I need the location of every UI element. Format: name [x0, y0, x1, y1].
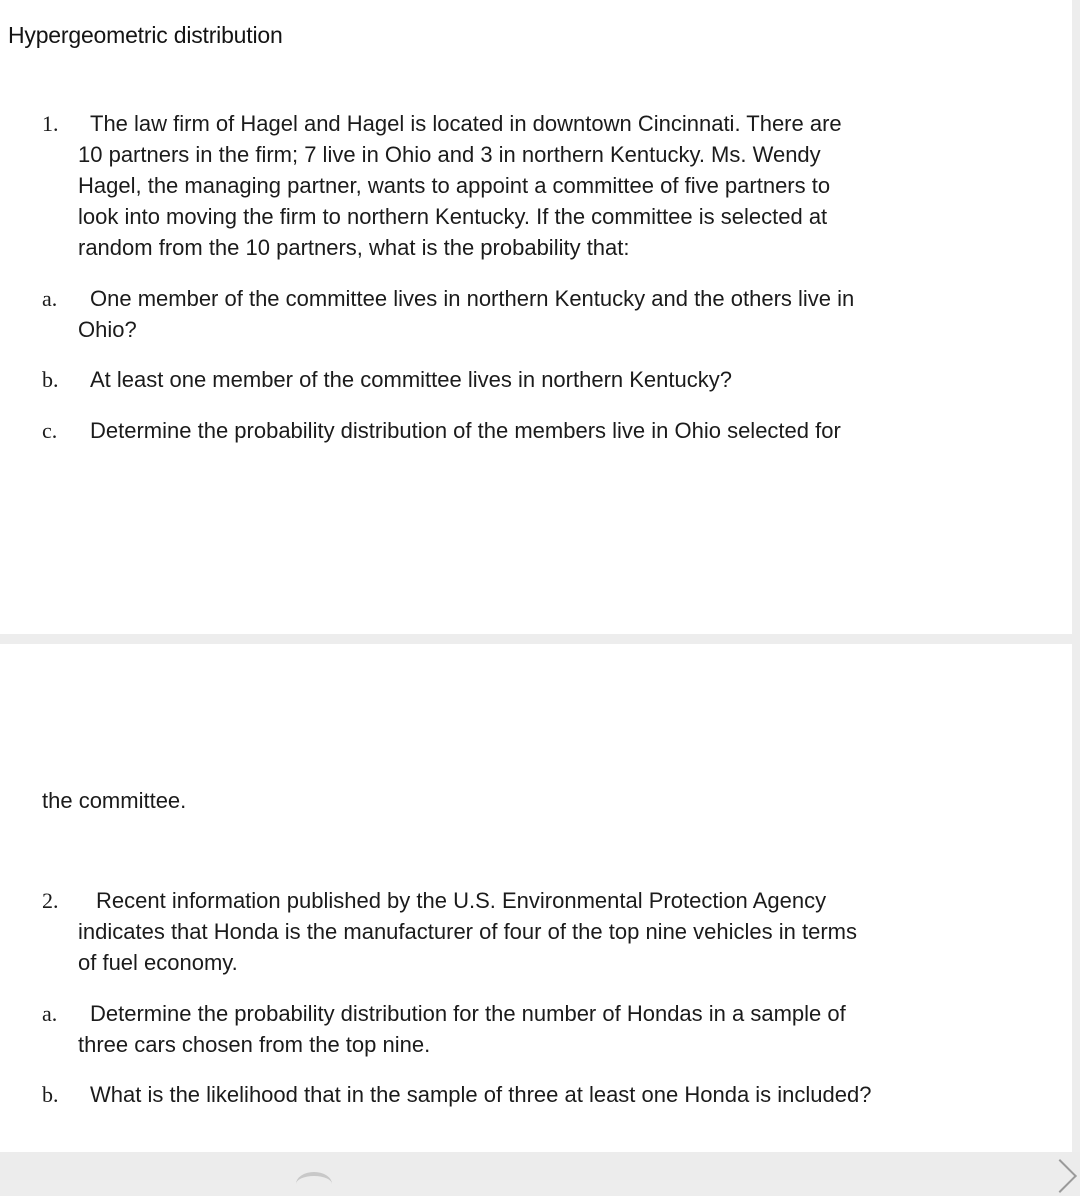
problem-1-part-b-text — [78, 364, 732, 395]
problem-1-line: Hagel, the managing partner, wants to appoint a committee of five partners to — [78, 173, 831, 198]
problem-1-part-a-line: One member of the committee lives in northern Kentucky and the others live in — [90, 286, 855, 311]
problem-1-part-a-line: Ohio? — [78, 317, 137, 342]
problem-2-text — [78, 885, 857, 978]
problem-1-part-b-line: At least one member of the committee lives in northern Kentucky? — [90, 367, 732, 392]
problem-1-part-a-marker: a. — [42, 286, 58, 311]
problem-2-line: Recent information published by the U.S. Environmental Protection Agency — [96, 888, 827, 913]
problem-2-part-a-text — [78, 998, 846, 1060]
problem-1-line: random from the 10 partners, what is the probability that: — [78, 235, 630, 260]
problem-2-line: indicates that Honda is the manufacturer of four of the top nine vehicles in terms — [78, 919, 857, 944]
problem-1-number: 1. — [42, 111, 59, 136]
problem-1-part-a-text — [78, 283, 854, 345]
problem-1-line: 10 partners in the firm; 7 live in Ohio and 3 in northern Kentucky. Ms. Wendy — [78, 142, 821, 167]
problem-2-part-b-marker: b. — [42, 1082, 59, 1107]
problem-2-part-b-line: What is the likelihood that in the sample of three at least one Honda is included? — [90, 1082, 872, 1107]
problem-1-part-c-text — [78, 415, 841, 446]
page-peek-arc-icon — [296, 1172, 332, 1196]
problem-1-part-c-continuation: the committee. — [42, 788, 187, 813]
problem-2-part-a-line: three cars chosen from the top nine. — [78, 1032, 431, 1057]
problem-1-part-b-marker: b. — [42, 367, 59, 392]
problem-2-part-b-text — [78, 1079, 871, 1110]
problem-1-text — [78, 108, 842, 263]
problem-1-part-c-marker: c. — [42, 418, 58, 443]
problem-1-line: look into moving the firm to northern Kentucky. If the committee is selected at — [78, 204, 828, 229]
document-title: Hypergeometric distribution — [8, 22, 283, 48]
problem-2-line: of fuel economy. — [78, 950, 238, 975]
next-page-peek — [0, 1152, 1080, 1180]
problem-2-part-a-marker: a. — [42, 1001, 58, 1026]
document-page-2 — [0, 644, 1072, 1152]
problem-1-line: The law firm of Hagel and Hagel is located in downtown Cincinnati. There are — [90, 111, 842, 136]
problem-2-part-a-line: Determine the probability distribution for the number of Hondas in a sample of — [90, 1001, 846, 1026]
problem-2-number: 2. — [42, 888, 59, 913]
problem-1-part-c-line: Determine the probability distribution of the members live in Ohio selected for — [90, 418, 841, 443]
